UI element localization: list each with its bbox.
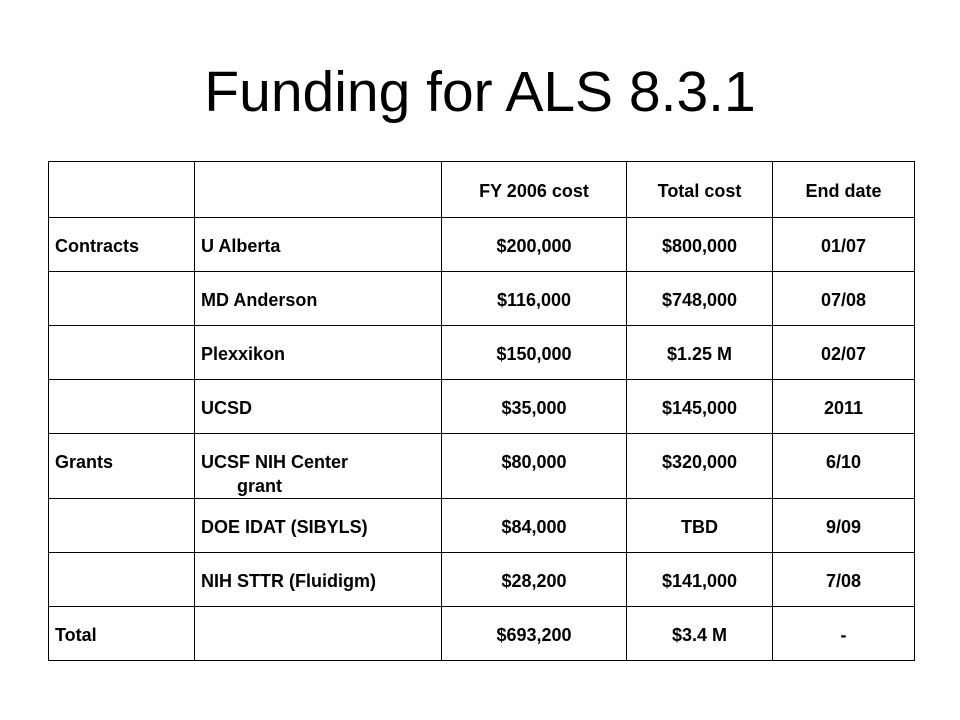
header-end-date: End date <box>773 162 915 218</box>
row-institution: MD Anderson <box>195 272 442 326</box>
row-total-cost: TBD <box>627 499 773 553</box>
row-end-date: 7/08 <box>773 553 915 607</box>
slide-title: Funding for ALS 8.3.1 <box>204 60 756 124</box>
header-fy2006-cost: FY 2006 cost <box>442 162 627 218</box>
row-category <box>49 553 195 607</box>
row-total-cost: $141,000 <box>627 553 773 607</box>
row-institution: NIH STTR (Fluidigm) <box>195 553 442 607</box>
row-total-cost: $145,000 <box>627 380 773 434</box>
row-institution <box>195 434 442 499</box>
table-row <box>49 553 915 607</box>
row-total-cost: $748,000 <box>627 272 773 326</box>
row-end-date: 9/09 <box>773 499 915 553</box>
row-fy2006-cost: $28,200 <box>442 553 627 607</box>
row-institution-line1: UCSF NIH Center <box>201 452 349 472</box>
row-total-cost: $3.4 M <box>627 607 773 661</box>
table-row <box>49 272 915 326</box>
table-header-row <box>49 162 915 218</box>
row-total-cost: $320,000 <box>627 434 773 499</box>
row-end-date: 01/07 <box>773 218 915 272</box>
row-institution: Plexxikon <box>195 326 442 380</box>
row-category: Total <box>49 607 195 661</box>
row-fy2006-cost: $693,200 <box>442 607 627 661</box>
table-row-total <box>49 607 915 661</box>
row-end-date: 07/08 <box>773 272 915 326</box>
row-total-cost: $800,000 <box>627 218 773 272</box>
row-end-date: 6/10 <box>773 434 915 499</box>
row-end-date: 2011 <box>773 380 915 434</box>
header-category <box>49 162 195 218</box>
row-category: Grants <box>49 434 195 499</box>
row-category <box>49 499 195 553</box>
header-total-cost: Total cost <box>627 162 773 218</box>
funding-table <box>48 161 915 661</box>
row-institution: UCSD <box>195 380 442 434</box>
header-institution <box>195 162 442 218</box>
table-row <box>49 499 915 553</box>
row-institution <box>195 607 442 661</box>
row-fy2006-cost: $116,000 <box>442 272 627 326</box>
table-row <box>49 434 915 499</box>
row-fy2006-cost: $200,000 <box>442 218 627 272</box>
row-institution: U Alberta <box>195 218 442 272</box>
row-institution-line2: grant <box>237 476 282 496</box>
row-fy2006-cost: $150,000 <box>442 326 627 380</box>
row-category <box>49 326 195 380</box>
row-category: Contracts <box>49 218 195 272</box>
row-category <box>49 380 195 434</box>
row-institution: DOE IDAT (SIBYLS) <box>195 499 442 553</box>
row-total-cost: $1.25 M <box>627 326 773 380</box>
table-row <box>49 218 915 272</box>
row-fy2006-cost: $80,000 <box>442 434 627 499</box>
row-category <box>49 272 195 326</box>
table-row <box>49 326 915 380</box>
row-end-date: - <box>773 607 915 661</box>
row-end-date: 02/07 <box>773 326 915 380</box>
row-fy2006-cost: $35,000 <box>442 380 627 434</box>
row-fy2006-cost: $84,000 <box>442 499 627 553</box>
table-row <box>49 380 915 434</box>
